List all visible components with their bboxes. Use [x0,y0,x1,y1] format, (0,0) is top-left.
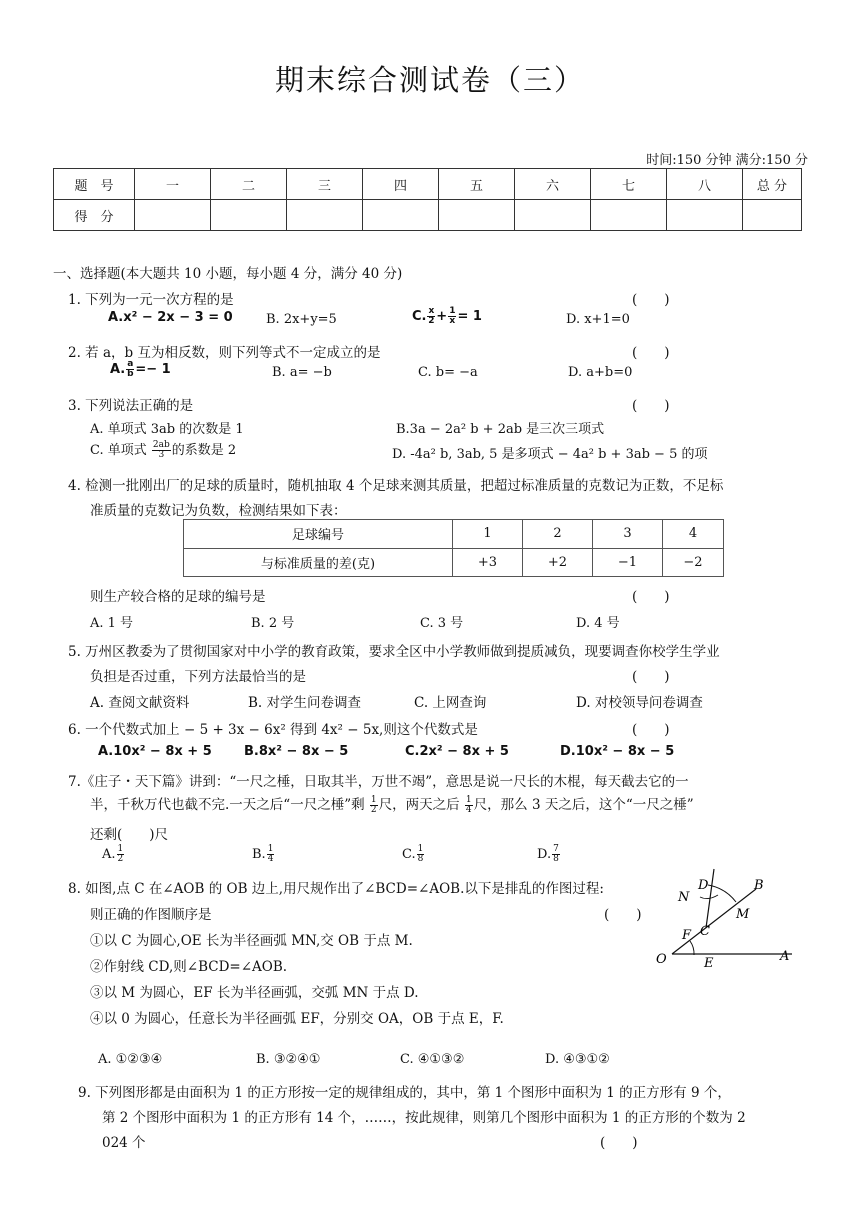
q7-b-prefix: B. [252,847,266,862]
fraction-num: a [127,359,134,369]
answer-bracket: ( ) [632,669,670,685]
label-o: O [656,952,667,967]
answer-bracket: ( ) [604,907,642,923]
q1-c-prefix: C. [412,309,427,324]
q1-c-suffix: = 1 [457,309,482,324]
answer-bracket: ( ) [632,292,670,308]
q7-option-c [402,845,425,864]
score-cell[interactable] [287,200,363,231]
q7-option-d [537,845,561,864]
score-header-cell: 二 [211,169,287,200]
football-table-row [184,548,724,577]
label-e: E [704,956,714,971]
fraction-den: 8 [553,854,559,864]
q9-line2: 第 2 个图形中面积为 1 的正方形有 14 个，……，按此规律，则第几个图形中面积为 1 的正方形的个数为 2 [102,1110,746,1126]
q3-stem: 3. 下列说法正确的是 [68,398,194,414]
q7-line2-part: 半，千秋万代也截不完.一天之后“一尺之棰”剩 [90,797,369,813]
answer-bracket: ( ) [632,589,670,605]
q5-option-d: D. 对校领导问卷调查 [576,695,703,711]
fraction [427,307,435,326]
label-m: M [736,907,750,922]
q2-stem: 2. 若 a，b 互为相反数，则下列等式不一定成立的是 [68,345,381,361]
fraction-den: b [127,369,134,379]
label-d: D [698,878,709,893]
football-table-cell: +3 [453,548,523,577]
fraction-den: 3 [158,450,165,460]
q2-option-c: C. b= −a [418,365,478,380]
fraction-den: 8 [417,854,424,864]
q8-option-d: D. ④③①② [545,1052,610,1067]
football-table-cell: 与标准质量的差(克) [184,548,453,577]
fraction-den: 2 [117,854,124,864]
q2-option-a [110,360,171,379]
answer-bracket: ( ) [632,722,670,738]
score-header-cell: 八 [667,169,743,200]
q8-stem: 8. 如图,点 C 在∠AOB 的 OB 边上,用尺规作出了∠BCD=∠AOB.以下是排乱的作图过程: [68,881,604,897]
fraction-den: 2 [370,805,377,815]
arc-ef [690,941,694,955]
arc-mn [708,885,736,902]
q2-a-prefix: A. [110,362,126,377]
football-table-cell: 2 [523,520,593,549]
section-heading: 一、选择题(本大题共 10 小题，每小题 4 分，满分 40 分) [53,266,403,282]
score-cell[interactable] [439,200,515,231]
fraction [417,845,425,864]
fraction-num: 1 [417,844,424,854]
q1-option-d: D. x+1=0 [566,312,630,327]
fraction [465,796,473,815]
fraction [126,360,134,379]
label-n: N [678,890,690,905]
q7-a-prefix: A. [102,847,116,862]
score-header-cell: 七 [591,169,667,200]
football-table [183,519,724,577]
score-header-cell: 五 [439,169,515,200]
q6-option-d: D.10x² − 8x − 5 [560,744,675,759]
q8-question: 则正确的作图顺序是 [90,907,212,923]
q1-stem: 1. 下列为一元一次方程的是 [68,292,234,308]
score-cell[interactable] [743,200,802,231]
q7-line3: 还剩( )尺 [90,827,169,843]
fraction [267,845,275,864]
label-a: A [780,949,790,964]
q8-step-2: ②作射线 CD,则∠BCD=∠AOB. [90,959,288,975]
score-table [53,168,802,231]
q1-c-plus: + [436,309,448,324]
score-header-row [54,169,802,200]
q2-option-b: B. a= −b [272,365,332,380]
score-cell[interactable] [667,200,743,231]
football-table-cell: +2 [523,548,593,577]
fraction-num: 1 [267,844,274,854]
q9-line1: 9. 下列图形都是由面积为 1 的正方形按一定的规律组成的，其中，第 1 个图形中面积为 1 的正方形有 9 个， [78,1085,731,1101]
q4-option-b: B. 2 号 [251,616,295,631]
q5-option-b: B. 对学生问卷调查 [248,695,362,711]
q7-option-b [252,845,275,864]
q4-option-d: D. 4 号 [576,616,620,631]
score-cell[interactable] [591,200,667,231]
fraction-num: x [428,306,435,316]
q3-c-prefix: C. 单项式 [90,443,151,458]
score-cell[interactable] [515,200,591,231]
label-b: B [754,878,764,893]
q4-option-a: A. 1 号 [90,616,134,631]
q5-option-c: C. 上网查询 [414,695,487,711]
score-header-cell: 四 [363,169,439,200]
q4-stem-line2: 准质量的克数记为负数，检测结果如下表： [90,503,347,519]
label-f: F [682,928,692,943]
q2-a-suffix: =− 1 [135,362,171,377]
q8-step-4: ④以 0 为圆心，任意长为半径画弧 EF，分别交 OA，OB 于点 E，F. [90,1011,504,1027]
score-cell[interactable] [363,200,439,231]
answer-bracket: ( ) [632,345,670,361]
q8-step-1: ①以 C 为圆心,OE 长为半径画弧 MN,交 OB 于点 M. [90,933,413,949]
football-table-row [184,520,724,549]
q2-option-d: D. a+b=0 [568,365,633,380]
fraction-num: 2ab [152,440,170,450]
football-table-cell: −1 [593,548,663,577]
score-cell[interactable] [135,200,211,231]
score-cell[interactable] [211,200,287,231]
score-header-cell: 六 [515,169,591,200]
exam-meta: 时间:150 分钟 满分:150 分 [646,153,808,168]
score-header-cell: 总 分 [743,169,802,200]
label-c: C [700,924,710,939]
fraction [117,845,125,864]
q7-line2-part: 尺，两天之后 [378,797,464,813]
q7-option-a [102,845,125,864]
q6-option-b: B.8x² − 8x − 5 [244,744,349,759]
fraction-num: 1 [117,844,124,854]
q1-option-b: B. 2x+y=5 [266,312,337,327]
angle-construction-figure [650,865,800,975]
q6-option-a: A.10x² − 8x + 5 [98,744,212,759]
fraction [370,796,378,815]
score-header-cell: 题 号 [54,169,135,200]
football-table-cell: 1 [453,520,523,549]
q4-stem-line1: 4. 检测一批刚出厂的足球的质量时，随机抽取 4 个足球来测其质量，把超过标准质量的克数记为正数，不足标 [68,478,724,494]
answer-bracket: ( ) [632,398,670,414]
fraction [552,845,560,864]
q4-question: 则生产较合格的足球的编号是 [90,589,266,605]
q7-line2-part: 尺，那么 3 天之后，这个“一尺之棰” [473,797,694,813]
q8-option-b: B. ③②④① [256,1052,321,1067]
q6-option-c: C.2x² − 8x + 5 [405,744,509,759]
q7-line1: 7.《庄子・天下篇》讲到：“一尺之棰，日取其半，万世不竭”，意思是说一尺长的木棍，每天截去它的一 [68,774,689,790]
fraction-den: 2 [428,316,435,326]
q3-option-d: D. -4a² b, 3ab, 5 是多项式 − 4a² b + 3ab − 5 的项 [392,447,708,462]
q7-d-prefix: D. [537,847,552,862]
q7-c-prefix: C. [402,847,416,862]
q3-option-c [90,439,236,460]
q8-step-3: ③以 M 为圆心，EF 长为半径画弧，交弧 MN 于点 D. [90,985,419,1001]
fraction [448,307,456,326]
fraction-den: x [449,316,456,326]
answer-bracket: ( ) [600,1135,638,1151]
q5-stem-line1: 5. 万州区教委为了贯彻国家对中小学的教育政策，要求全区中小学教师做到提质减负，现要调查你校学生学业 [68,644,720,660]
score-header-cell: 三 [287,169,363,200]
football-table-cell: −2 [663,548,724,577]
q5-stem-line2: 负担是否过重，下列方法最恰当的是 [90,669,306,685]
q3-option-b: B.3a − 2a² b + 2ab 是三次三项式 [396,422,605,437]
football-table-cell: 4 [663,520,724,549]
q1-option-a: A.x² − 2x − 3 = 0 [108,310,233,325]
fraction-num: 1 [449,306,456,316]
q5-option-a: A. 查阅文献资料 [90,695,190,711]
q3-c-suffix: 的系数是 2 [171,443,237,458]
arc-d [700,895,718,899]
q8-option-a: A. ①②③④ [98,1052,163,1067]
fraction-den: 4 [465,805,472,815]
fraction-num: 1 [370,795,377,805]
score-input-row [54,200,802,231]
fraction [152,441,171,460]
football-table-cell: 3 [593,520,663,549]
q3-option-a: A. 单项式 3ab 的次数是 1 [90,422,244,437]
q4-option-c: C. 3 号 [420,616,464,631]
q7-line2 [90,793,694,815]
page-title: 期末综合测试卷（三） [274,63,585,97]
q8-option-c: C. ④①③② [400,1052,465,1067]
fraction-num: 1 [465,795,472,805]
q9-line3: 024 个 [102,1135,146,1151]
q6-stem: 6. 一个代数式加上 − 5 + 3x − 6x² 得到 4x² − 5x,则这个代数式是 [68,722,478,738]
score-row-label: 得 分 [54,200,135,231]
q1-option-c [412,307,482,326]
football-table-cell: 足球编号 [184,520,453,549]
fraction-num: 7 [553,844,559,854]
fraction-den: 4 [267,854,274,864]
score-header-cell: 一 [135,169,211,200]
